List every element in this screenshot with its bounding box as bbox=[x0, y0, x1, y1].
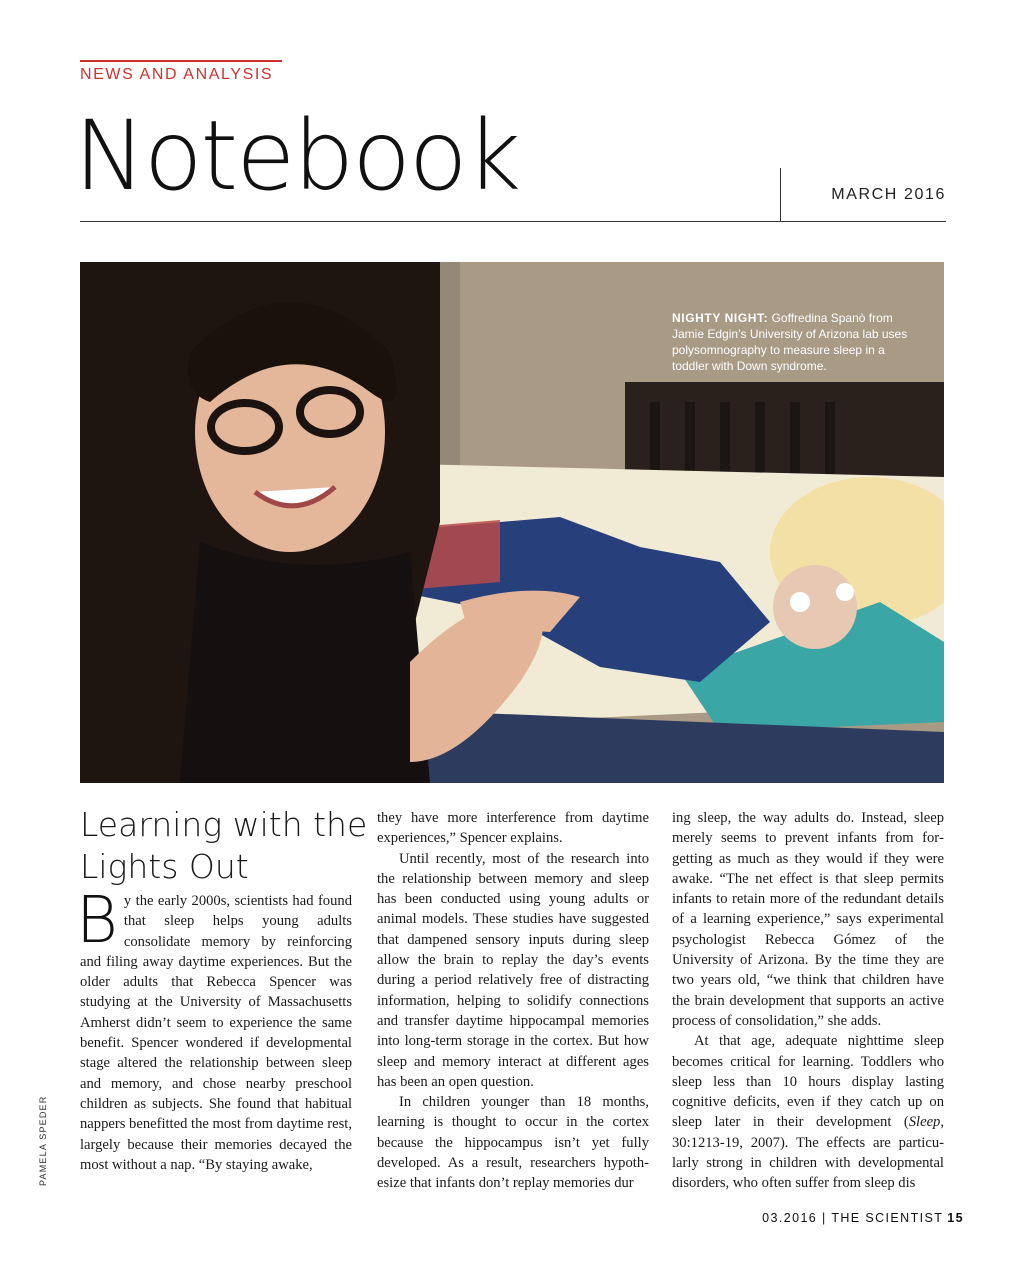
issue-date: MARCH 2016 bbox=[831, 186, 946, 203]
paragraph-6-end: , 30:1213-19, 2007). The effects are particularly strong in children with developmental disorders, who often suffer from sleep dis bbox=[672, 1114, 944, 1192]
caption-heading: NIGHTY NIGHT: bbox=[672, 311, 769, 325]
section-label: NEWS AND ANALYSIS bbox=[80, 66, 274, 83]
page-number: 15 bbox=[947, 1211, 964, 1225]
journal-name: Sleep bbox=[908, 1114, 941, 1131]
masthead-divider bbox=[780, 168, 781, 222]
caption-text: Goffredina Spanò from Jamie Edgin’s University of Arizona lab uses polysomnography to measure sleep in a toddler with Down syndrome. bbox=[672, 311, 908, 373]
section-rule bbox=[80, 60, 282, 62]
paragraph-3: Until recently, most of the research into the relationship between memory and sleep has been conducted using young adults or animal models. These studies have suggested that dampened sensory inputs during sleep allow the brain to replay the day’s events during a period relatively free of distracting information, helping to solidify connections and transfer daytime hippocampal memories into long-term storage in the cortex. But how sleep and memory interact at different ages has been an open question. bbox=[377, 850, 649, 1090]
drop-cap: B bbox=[76, 884, 118, 958]
paragraph-5: ing sleep, the way adults do. Instead, sleep merely seems to prevent infants from forgetting as much as they would if they were awake. “The net effect is that sleep permits infants to retain more of the redundant details of a learning experience,” says experimental psychologist Rebecca Gómez of the University of Arizona. By the time they are two years old, “we think that children have the brain development that supports an active process of consolidation,” she adds. bbox=[672, 810, 944, 1029]
paragraph-6 bbox=[672, 1031, 944, 1193]
masthead-rule bbox=[80, 221, 946, 222]
feature-photo bbox=[80, 262, 944, 783]
paragraph-2: they have more interference from daytime experiences,” Spencer explains. bbox=[377, 810, 649, 847]
paragraph-1 bbox=[76, 884, 352, 1175]
photo-caption bbox=[672, 310, 922, 374]
paragraph-1-text: y the early 2000s, scientists had found that sleep helps young adults consolidate memory by reinforcing and filing away daytime experiences. But the older adults that Rebecca Spencer was studying at the University of Massachusetts Amherst didn’t seem to experience the same benefit. Spencer wondered if developmental stage altered the relationship between sleep and memory, and chose nearby preschool children as subjects. She found that habitual nappers benefitted the most from daytime rest, largely because their memories decayed the most without a nap. “By staying awake, bbox=[80, 893, 352, 1173]
paragraph-4: In children younger than 18 months, learning is thought to occur in the cortex because the hippocampus isn’t yet fully developed. As a result, researchers hypothesize that infants don’t replay memories dur bbox=[377, 1094, 649, 1192]
article-column-2 bbox=[377, 808, 649, 1194]
page-footer bbox=[762, 1211, 964, 1225]
footer-publication: 03.2016 | THE SCIENTIST bbox=[762, 1211, 944, 1225]
paragraph-6-text: At that age, adequate nighttime sleep becomes critical for learning. Toddlers who sleep less than 10 hours display lasting cognitive deficits, even if they catch up on sleep later in their development ( bbox=[672, 1033, 944, 1131]
article-column-1 bbox=[76, 884, 352, 1175]
article-column-3 bbox=[672, 808, 944, 1194]
article-headline: Learning with the Lights Out bbox=[80, 805, 368, 886]
masthead-title: Notebook bbox=[74, 100, 520, 212]
photo-credit: PAMELA SPEDER bbox=[38, 1095, 48, 1186]
